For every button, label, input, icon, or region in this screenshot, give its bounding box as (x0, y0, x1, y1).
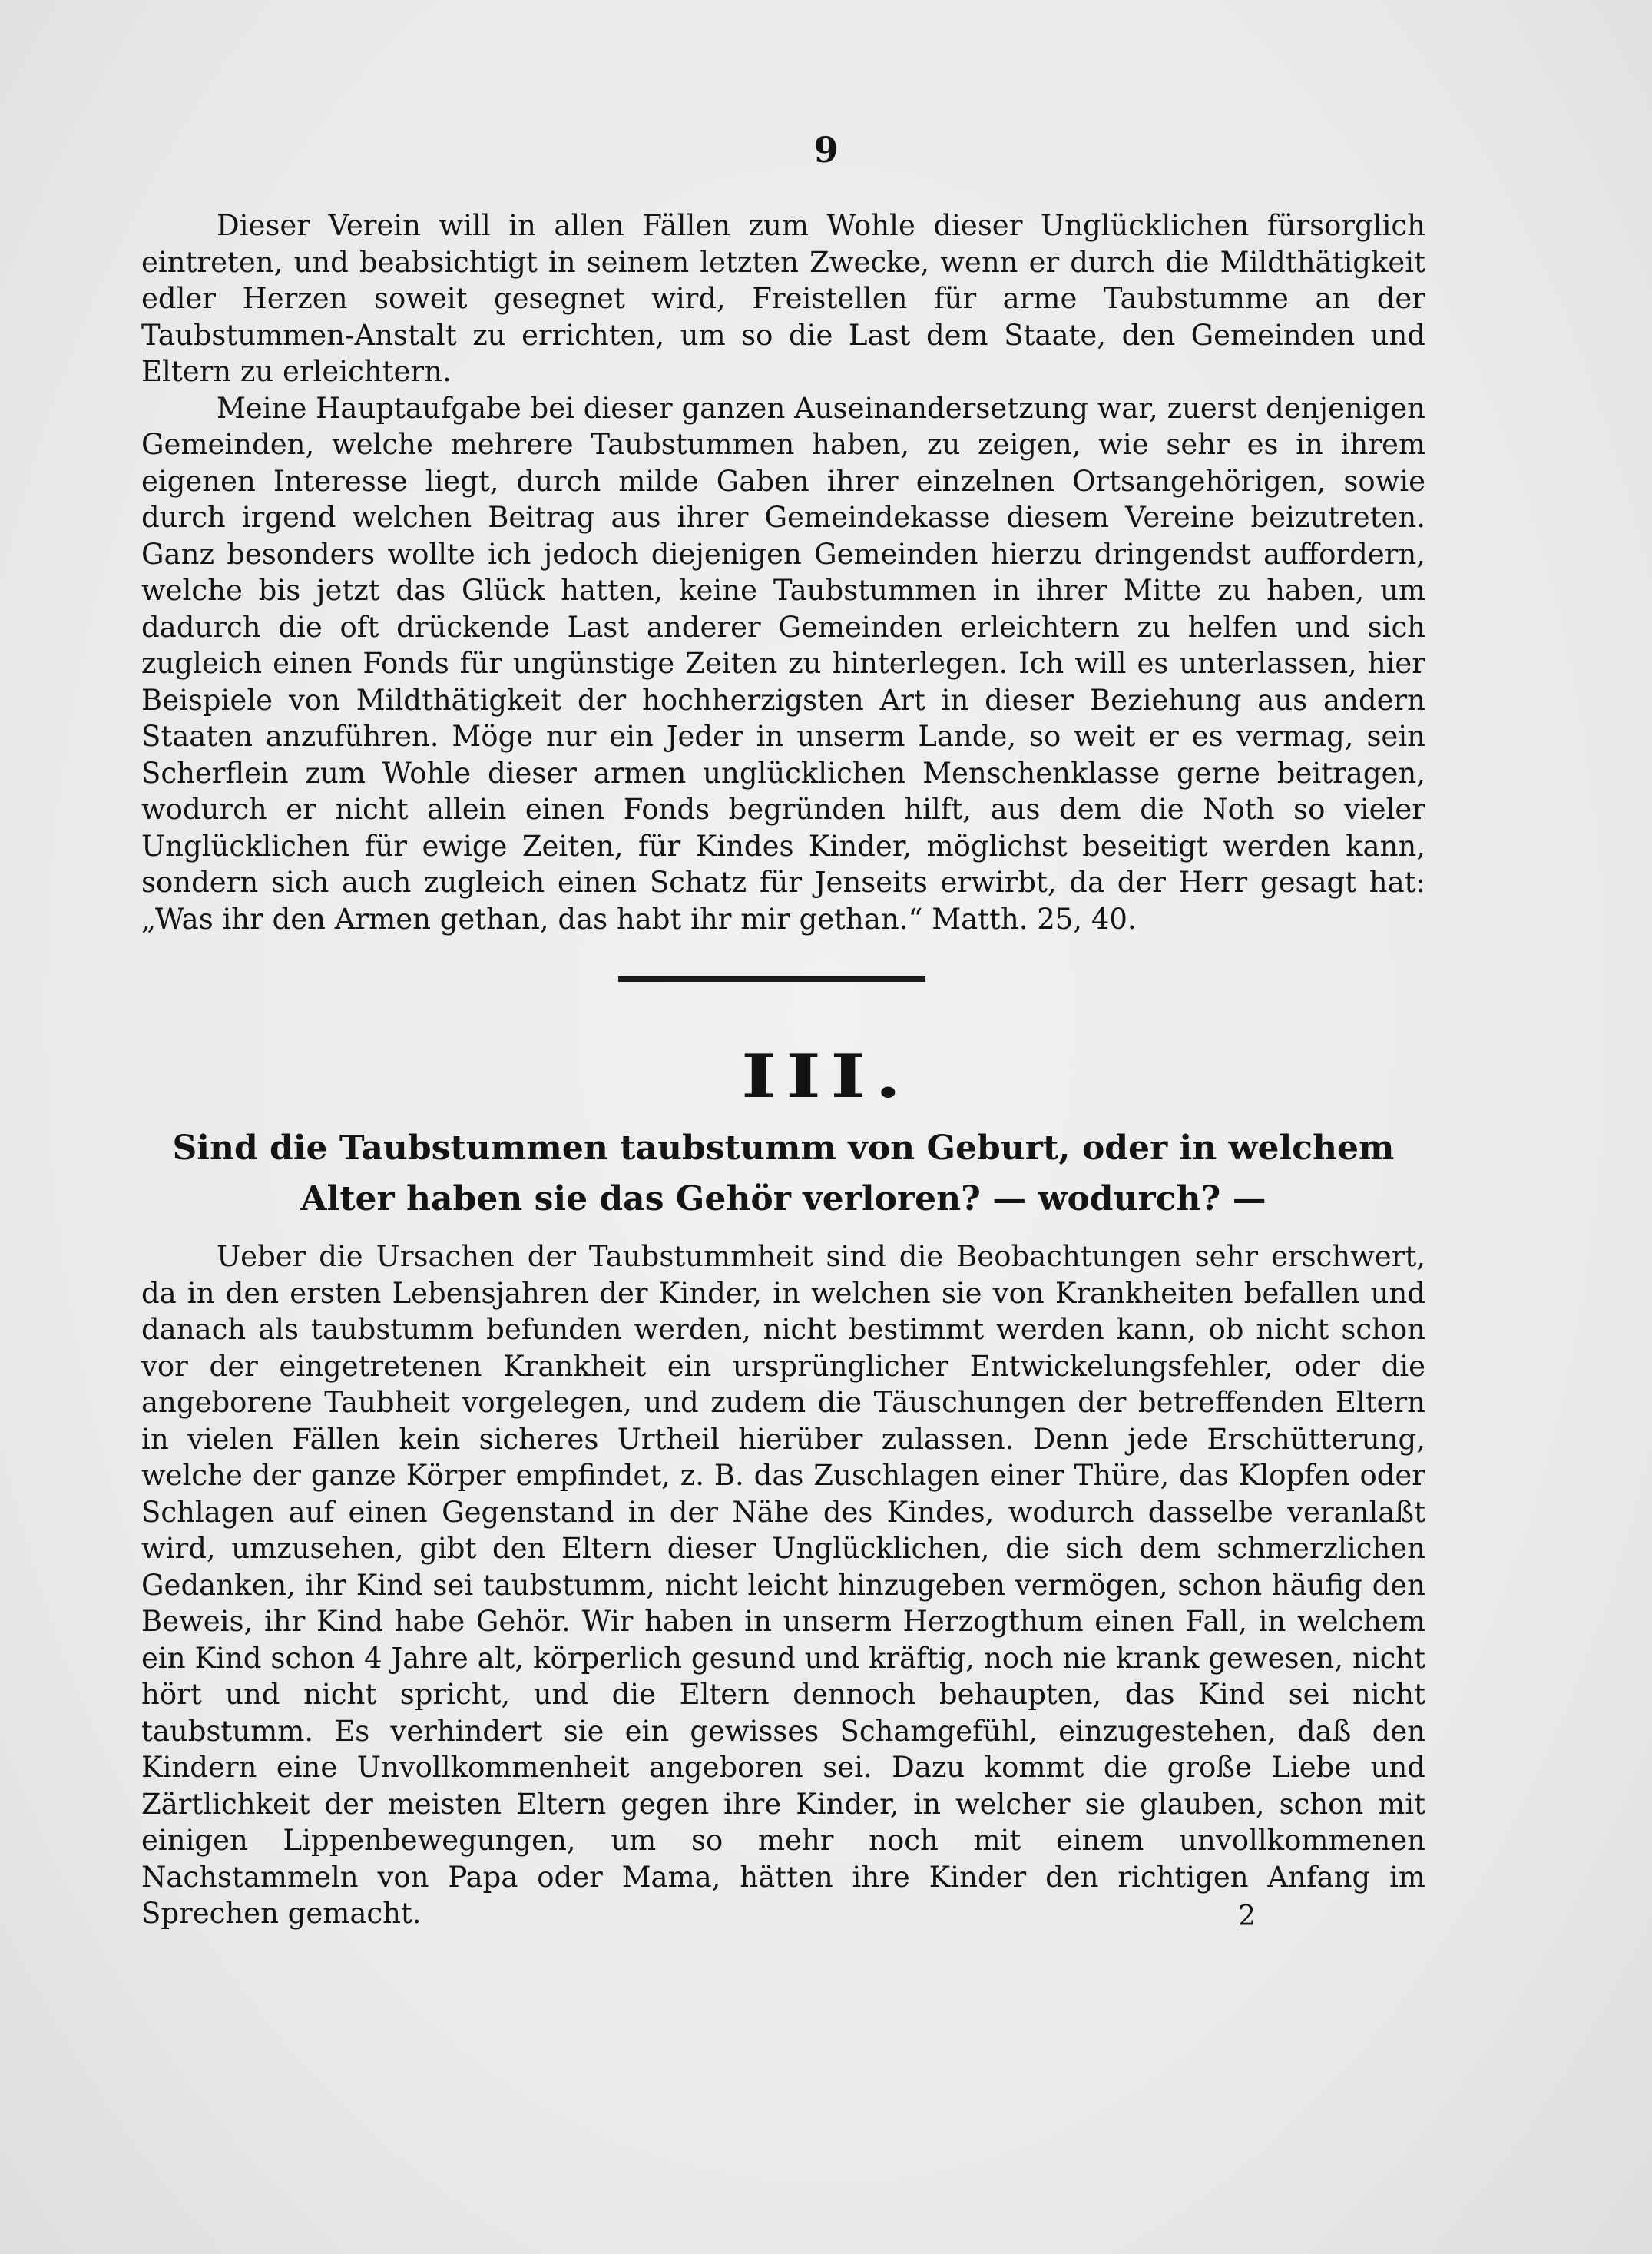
section-divider (618, 976, 925, 982)
section-three-text (141, 1238, 1425, 1932)
section-numeral: III. (741, 1042, 911, 1112)
paragraph: Meine Hauptaufgabe bei dieser ganzen Auseinandersetzung war, zuerst denjenigen Gemeinden, welche mehrere Taubstummen haben, zu zeigen, wie sehr es in ihrem eigenen Interesse liegt, durch milde Gaben ihrer einzelnen Ortsangehörigen, sowie durch irgend welchen Beitrag aus ihrer Gemeindekasse diesem Vereine beizutreten. Ganz besonders wollte ich jedoch diejenigen Gemeinden hierzu dringendst auffordern, welche bis jetzt das Glück hatten, keine Taubstummen in ihrer Mitte zu haben, um dadurch die oft drückende Last anderer Gemeinden erleichtern zu helfen und sich zugleich einen Fonds für ungünstige Zeiten zu hinterlegen. Ich will es unterlassen, hier Beispiele von Mildthätigkeit der hochherzigsten Art in dieser Beziehung aus andern Staaten anzuführen. Möge nur ein Jeder in unserm Lande, so weit er es vermag, sein Scherflein zum Wohle dieser armen unglücklichen Menschenklasse gerne beitragen, wodurch er nicht allein einen Fonds begründen hilft, aus dem die Noth so vieler Unglücklichen für ewige Zeiten, für Kindes Kinder, möglichst beseitigt werden kann, sondern sich auch zugleich einen Schatz für Jenseits erwirbt, da der Herr gesagt hat: „Was ihr den Armen gethan, das habt ihr mir gethan.“ Matth. 25, 40. (141, 391, 1425, 936)
paragraph: Ueber die Ursachen der Taubstummheit sind die Beobachtungen sehr erschwert, da in den ersten Lebensjahren der Kinder, in welchen sie von Krankheiten befallen und danach als taubstumm befunden werden, nicht bestimmt werden kann, ob nicht schon vor der eingetretenen Krankheit ein ursprünglicher Entwickelungsfehler, oder die angeborene Taubheit vorgelegen, und zudem die Täuschungen der betreffenden Eltern in vielen Fällen kein sicheres Urtheil hierüber zulassen. Denn jede Erschütterung, welche der ganze Körper empfindet, z. B. das Zuschlagen einer Thüre, das Klopfen oder Schlagen auf einen Gegenstand in der Nähe des Kindes, wodurch dasselbe veranlaßt wird, umzusehen, gibt den Eltern dieser Unglücklichen, die sich dem schmerzlichen Gedanken, ihr Kind sei taubstumm, nicht leicht hinzugeben vermögen, schon häufig den Beweis, ihr Kind habe Gehör. Wir haben in unserm Herzogthum einen Fall, in welchem ein Kind schon 4 Jahre alt, körperlich gesund und kräftig, noch nie krank gewesen, nicht hört und nicht spricht, und die Eltern dennoch behaupten, das Kind sei nicht taubstumm. Es verhindert sie ein gewisses Schamgefühl, einzugestehen, daß den Kindern eine Unvollkommenheit angeboren sei. Dazu kommt die große Liebe und Zärtlichkeit der meisten Eltern gegen ihre Kinder, in welcher sie glauben, schon mit einigen Lippenbewegungen, um so mehr noch mit einem unvollkommenen Nachstammeln von Papa oder Mama, hätten ihre Kinder den richtigen Anfang im Sprechen gemacht. (141, 1240, 1425, 1930)
signature-mark: 2 (1238, 1901, 1256, 1932)
section-heading: Sind die Taubstummen taubstumm von Geburt, oder in welchem Alter haben sie das Gehör verloren? — wodurch? — (172, 1129, 1395, 1218)
page-number: 9 (813, 129, 839, 171)
paragraph: Dieser Verein will in allen Fällen zum Wohle dieser Unglücklichen fürsorglich eintreten, und beabsichtigt in seinem letzten Zwecke, wenn er durch die Mildthätigkeit edler Herzen soweit gesegnet wird, Freistellen für arme Taubstumme an der Taubstummen-Anstalt zu errichten, um so die Last dem Staate, den Gemeinden und Eltern zu erleichtern. (141, 209, 1425, 388)
section-one-text (141, 207, 1425, 937)
